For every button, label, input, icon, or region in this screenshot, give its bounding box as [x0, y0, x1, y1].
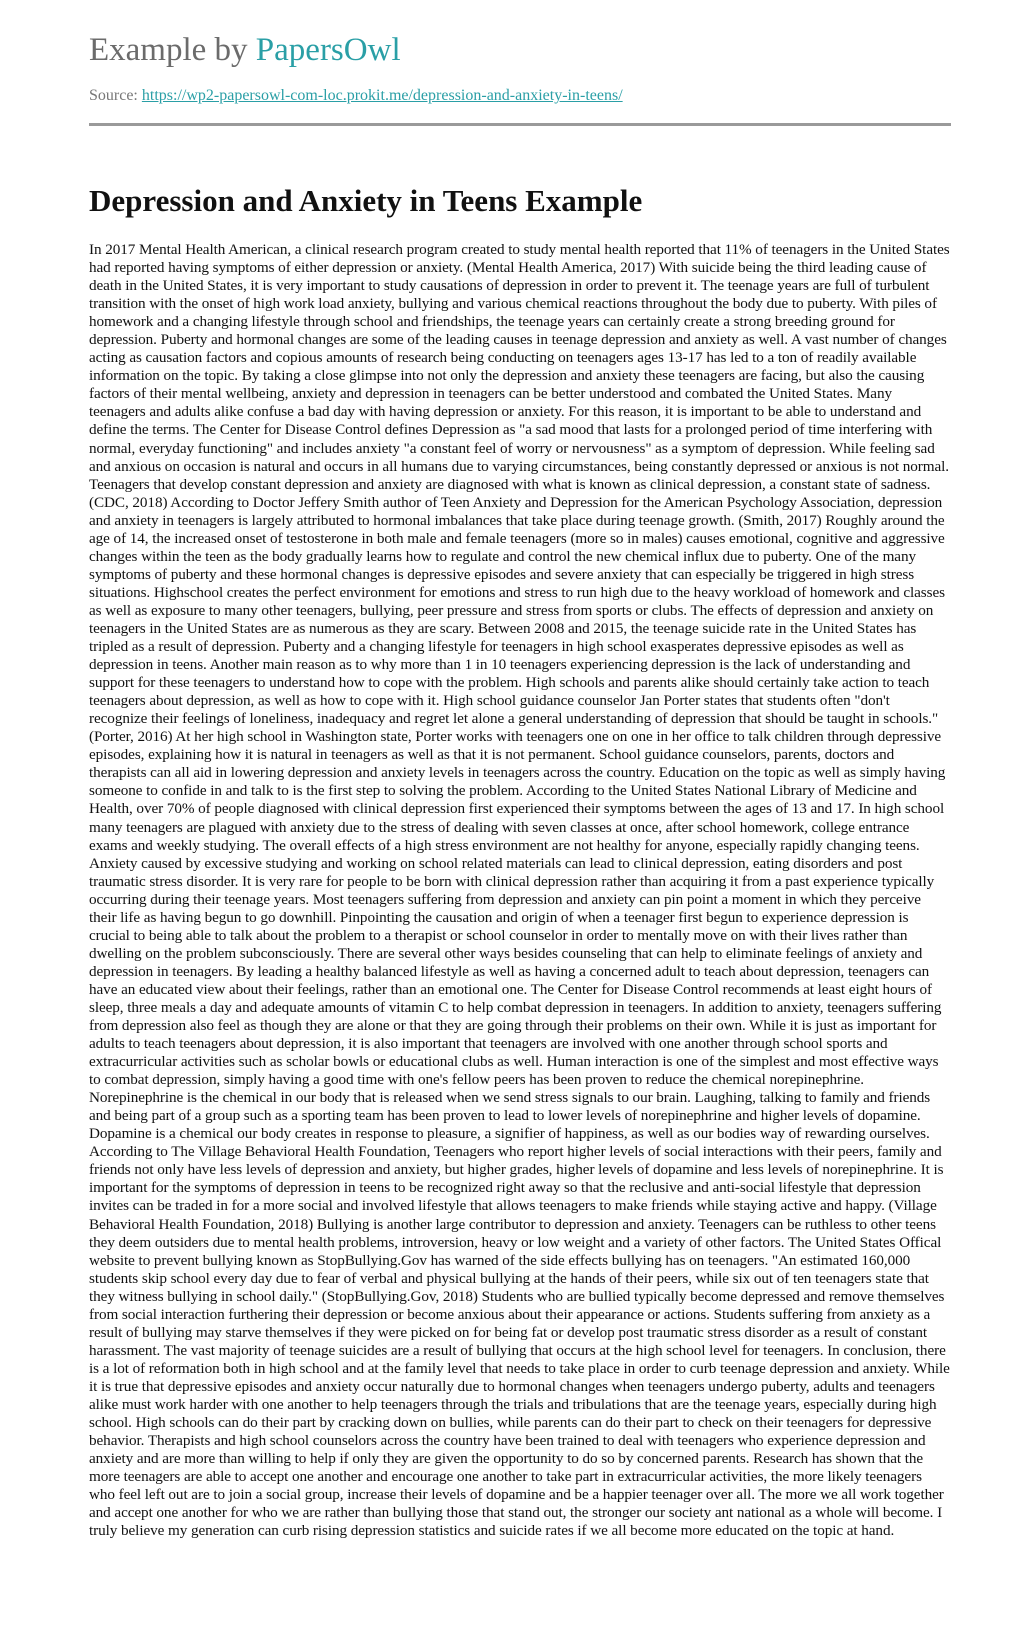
header-prefix: Example by [89, 32, 256, 68]
header-divider [89, 123, 951, 126]
header-title [89, 30, 401, 70]
document-body: In 2017 Mental Health American, a clinical research program created to study mental health reported that 11% of teenagers in the United States had reported having symptoms of either depression or anxiety. (Mental Health America, 2017) With suicide being the third leading cause of death in the United States, it is very important to study causations of depression in order to prevent it. The teenage years are full of turbulent transition with the onset of high work load anxiety, bullying and various chemical reactions throughout the body due to puberty. With piles of homework and a changing lifestyle through school and friendships, the teenage years can certainly create a strong breeding ground for depression. Puberty and hormonal changes are some of the leading causes in teenage depression and anxiety as well. A vast number of changes acting as causation factors and copious amounts of research being conducting on teenagers ages 13-17 has led to a ton of readily available information on the topic. By taking a close glimpse into not only the depression and anxiety these teenagers are facing, but also the causing factors of their mental wellbeing, anxiety and depression in teenagers can be better understood and combated the United States. Many teenagers and adults alike confuse a bad day with having depression or anxiety. For this reason, it is important to be able to understand and define the terms. The Center for Disease Control defines Depression as "a sad mood that lasts for a prolonged period of time interfering with normal, everyday functioning" and includes anxiety "a constant feel of worry or nervousness" as a symptom of depression. While feeling sad and anxious on occasion is natural and occurs in all humans due to varying circumstances, being constantly depressed or anxious is not normal. Teenagers that develop constant depression and anxiety are diagnosed with what is known as clinical depression, a constant state of sadness. (CDC, 2018) According to Doctor Jeffery Smith author of Teen Anxiety and Depression for the American Psychology Association, depression and anxiety in teenagers is largely attributed to hormonal imbalances that take place during teenage growth. (Smith, 2017) Roughly around the age of 14, the increased onset of testosterone in both male and female teenagers (more so in males) causes emotional, cognitive and aggressive changes within the teen as the body gradually learns how to regulate and control the new chemical influx due to puberty. One of the many symptoms of puberty and these hormonal changes is depressive episodes and severe anxiety that can especially be triggered in high stress situations. Highschool creates the perfect environment for emotions and stress to run high due to the heavy workload of homework and classes as well as exposure to many other teenagers, bullying, peer pressure and stress from sports or clubs. The effects of depression and anxiety on teenagers in the United States are as numerous as they are scary. Between 2008 and 2015, the teenage suicide rate in the United States has tripled as a result of depression. Puberty and a changing lifestyle for teenagers in high school exasperates depressive episodes as well as depression in teens. Another main reason as to why more than 1 in 10 teenagers experiencing depression is the lack of understanding and support for these teenagers to understand how to cope with the problem. High schools and parents alike should certainly take action to teach teenagers about depression, as well as how to cope with it. High school guidance counselor Jan Porter states that students often "don't recognize their feelings of loneliness, inadequacy and regret let alone a general understanding of depression that should be taught in schools." (Porter, 2016) At her high school in Washington state, Porter works with teenagers one on one in her office to talk children through depressive episodes, explaining how it is natural in teenagers as well as that it is not permanent. School guidance counselors, parents, doctors and therapists can all aid in lowering depression and anxiety levels in teenagers across the country. Education on the topic as well as simply having someone to confide in and talk to is the first step to solving the problem. According to the United States National Library of Medicine and Health, over 70% of people diagnosed with clinical depression first experienced their symptoms between the ages of 13 and 17. In high school many teenagers are plagued with anxiety due to the stress of dealing with seven classes at once, after school homework, college entrance exams and weekly studying. The overall effects of a high stress environment are not healthy for anyone, especially rapidly changing teens. Anxiety caused by excessive studying and working on school related materials can lead to clinical depression, eating disorders and post traumatic stress disorder. It is very rare for people to be born with clinical depression rather than acquiring it from a past experience typically occurring during their teenage years. Most teenagers suffering from depression and anxiety can pin point a moment in which they perceive their life as having begun to go downhill. Pinpointing the causation and origin of when a teenager first begun to experience depression is crucial to being able to talk about the problem to a therapist or school counselor in order to mentally move on with their lives rather than dwelling on the problem subconsciously. There are several other ways besides counseling that can help to eliminate feelings of anxiety and depression in teenagers. By leading a healthy balanced lifestyle as well as having a concerned adult to teach about depression, teenagers can have an educated view about their feelings, rather than an emotional one. The Center for Disease Control recommends at least eight hours of sleep, three meals a day and adequate amounts of vitamin C to help combat depression in teenagers. In addition to anxiety, teenagers suffering from depression also feel as though they are alone or that they are going through their problems on their own. While it is just as important for adults to teach teenagers about depression, it is also important that teenagers are involved with one another through school sports and extracurricular activities such as scholar bowls or educational clubs as well. Human interaction is one of the simplest and most effective ways to combat depression, simply having a good time with one's fellow peers has been proven to reduce the chemical norepinephrine. Norepinephrine is the chemical in our body that is released when we send stress signals to our brain. Laughing, talking to family and friends and being part of a group such as a sporting team has been proven to lead to lower levels of norepinephrine and higher levels of dopamine. Dopamine is a chemical our body creates in response to pleasure, a signifier of happiness, as well as our bodies way of rewarding ourselves. According to The Village Behavioral Health Foundation, Teenagers who report higher levels of social interactions with their peers, family and friends not only have less levels of depression and anxiety, but higher grades, higher levels of dopamine and less levels of norepinephrine. It is important for the symptoms of depression in teens to be recognized right away so that the reclusive and anti-social lifestyle that depression invites can be traded in for a more social and involved lifestyle that allows teenagers to make friends while staying active and happy. (Village Behavioral Health Foundation, 2018) Bullying is another large contributor to depression and anxiety. Teenagers can be ruthless to other teens they deem outsiders due to mental health problems, introversion, heavy or low weight and a variety of other factors. The United States Offical website to prevent bullying known as StopBullying.Gov has warned of the side effects bullying has on teenagers. "An estimated 160,000 students skip school every day due to fear of verbal and physical bullying at the hands of their peers, while six out of ten teenagers state that they witness bullying in school daily." (StopBullying.Gov, 2018) Students who are bullied typically become depressed and remove themselves from social interaction furthering their depression or become anxious about their appearance or actions. Students suffering from anxiety as a result of bullying may starve themselves if they were picked on for being fat or develop post traumatic stress disorder as a result of constant harassment. The vast majority of teenage suicides are a result of bullying that occurs at the high school level for teenagers. In conclusion, there is a lot of reformation both in high school and at the family level that needs to take place in order to curb teenage depression and anxiety. While it is true that depressive episodes and anxiety occur naturally due to hormonal changes when teenagers undergo puberty, adults and teenagers alike must work harder with one another to help teenagers through the trials and tribulations that are the teenage years, especially during high school. High schools can do their part by cracking down on bullies, while parents can do their part to check on their teenagers for depressive behavior. Therapists and high school counselors across the country have been trained to deal with teenagers who experience depression and anxiety and are more than willing to help if only they are given the opportunity to do so by concerned parents. Research has shown that the more teenagers are able to accept one another and encourage one another to take part in extracurricular activities, the more likely teenagers who feel left out are to join a social group, increase their levels of dopamine and be a happier teenager over all. The more we all work together and accept one another for who we are rather than bullying those that stand out, the stronger our society ant national as a whole will become. I truly believe my generation can curb rising depression statistics and suicide rates if we all become more educated on the topic at hand. [89, 241, 950, 1540]
brand-name: PapersOwl [255, 32, 401, 68]
source-label: Source: [89, 87, 142, 104]
document-title: Depression and Anxiety in Teens Example [89, 183, 643, 218]
source-link[interactable]: https://wp2-papersowl-com-loc.prokit.me/depression-and-anxiety-in-teens/ [141, 87, 623, 104]
source-line [89, 86, 623, 106]
